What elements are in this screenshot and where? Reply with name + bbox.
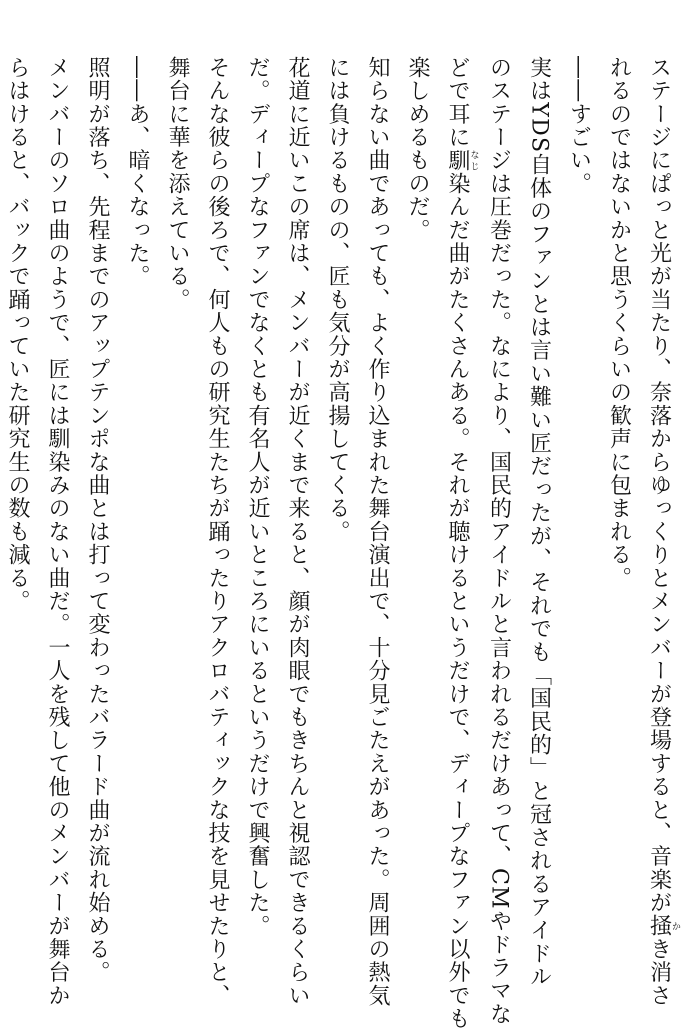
text-line: れるのではないかと思うくらいの歓声に包まれる。 [606,56,632,590]
ruby-annotation: 馴なじ [445,148,479,173]
text-line: らはけると、バックで踊っていた研究生の数も減る。 [5,56,30,613]
text-line: 舞台に華を添えている。 [165,56,190,312]
text-line: のステージは圧巻だった。なにより、国民的アイドルと言われるだけあって、CMやドラマな [486,56,512,1026]
text-line: 花道に近いこの席は、メンバーが近くまで来ると、顔が肉眼でもきちんと視認できるくらい [285,56,310,1008]
text-line: ――すごい。 [566,56,592,196]
text-line: だ。ディープなファンでなくとも有名人が近いところにいるというだけで興奮した。 [245,56,270,938]
vertical-text-body [0,56,680,1030]
text-line: そんな彼らの後ろで、何人もの研究生たちが踊ったりアクロバティックな技を見せたりと、 [205,56,230,1008]
text-line: には負けるものの、匠も気分が高揚してくる。 [325,56,350,544]
text-line: 知らない曲であっても、よく作り込まれた舞台演出で、十分見ごたえがあった。周囲の熱気 [365,56,390,1008]
ruby-annotation: 掻か [646,914,680,938]
text-line: どで耳に馴なじ染んだ曲がたくさんある。それが聴けるというだけで、ディープなファン以外でも [445,56,479,1030]
text-line: ステージにぱっと光が当たり、奈落からゆっくりとメンバーが登場すると、音楽が掻かき消さ [646,56,680,1008]
text-line: 実はYDS自体のファンとは言い難い匠だったが、それでも「国民的」と冠されるアイドル [526,56,552,989]
text-line: メンバーのソロ曲のようで、匠には馴染みのない曲だ。一人を残して他のメンバーが舞台か [45,56,70,1008]
text-line: ――あ、暗くなった。 [125,56,150,288]
text-line: 楽しめるものだ。 [405,56,430,242]
text-line: 照明が落ち、先程までのアップテンポな曲とは打って変わったバラード曲が流れ始める。 [85,56,110,984]
